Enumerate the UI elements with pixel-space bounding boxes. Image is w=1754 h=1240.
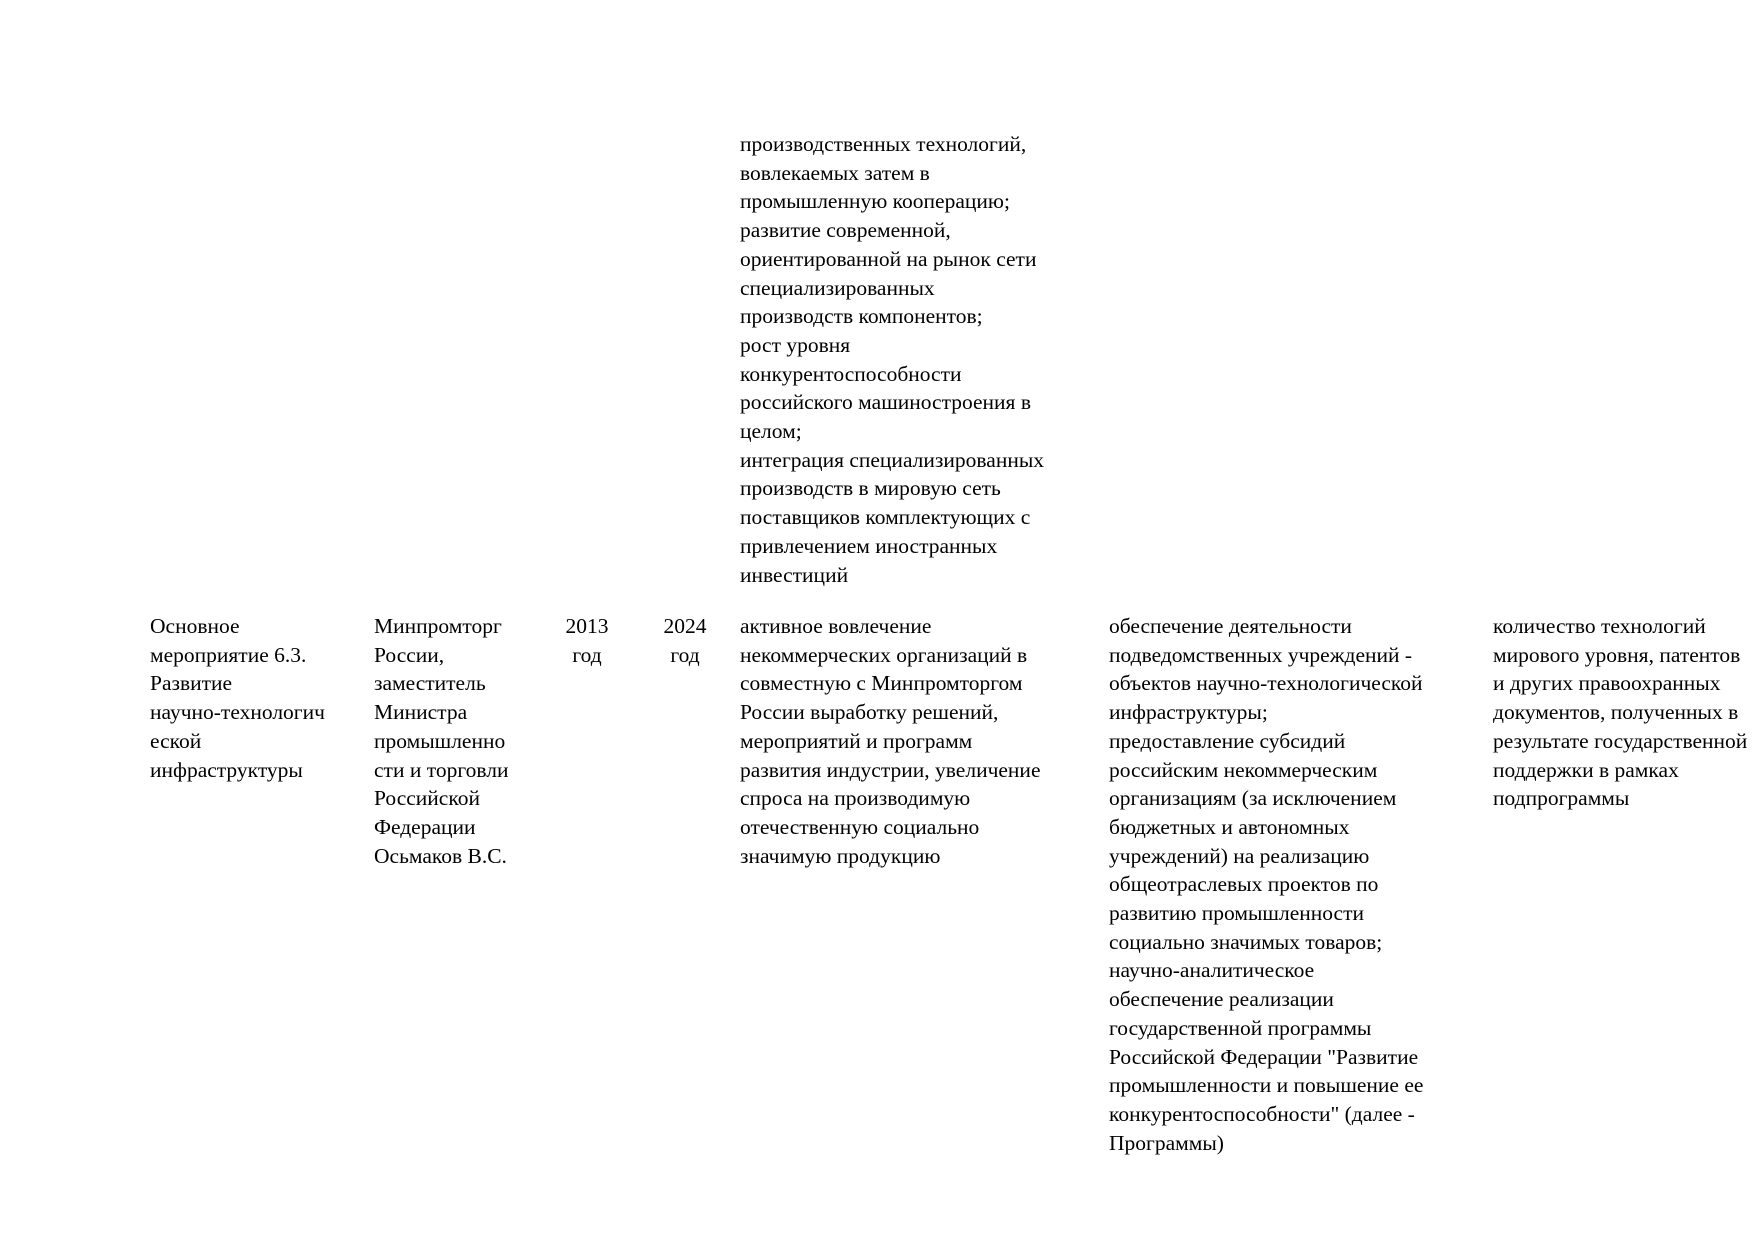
end-year-cell: 2024 год [663,614,707,667]
start-year-cell: 2013 год [565,614,609,667]
indicators-cell: количество технологий мирового уровня, патентов и других правоохранных документов, полученных в результате государственной поддержки в рамках подпрограммы [1493,614,1748,811]
event-name-cell: Основное мероприятие 6.3. Развитие научно-технологич еской инфраструктуры [150,614,325,782]
expected-results-cell: активное вовлечение некоммерческих организаций в совместную с Минпромторгом России выработку решений, мероприятий и программ развития индустрии, увеличение спроса на производимую отечественную социально значимую продукцию [740,614,1041,868]
expected-results-continuation: производственных технологий, вовлекаемых затем в промышленную кооперацию; развитие современной, ориентированной на рынок сети специализированных производств компонентов; рост уровня конкурентоспособности российского машиностроения в целом; интеграция специализированных производств в мировую сеть поставщиков комплектующих с привлечением иностранных инвестиций [740,132,1045,587]
responsible-executor-cell: Минпромторг России, заместитель Министра промышленно сти и торговли Российской Федерации Осьмаков В.С. [374,614,509,868]
main-activities-cell: обеспечение деятельности подведомственных учреждений - объектов научно-технологической инфраструктуры; предоставление субсидий российским некоммерческим организациям (за исключением бюджетных и автономных учреждений) на реализацию общеотраслевых проектов по развитию промышленности социально значимых товаров; научно-аналитическое обеспечение реализации государственной программы Российской Федерации "Развитие промышленности и повышение ее конкурентоспособности" (далее - Программы) [1109,614,1424,1155]
